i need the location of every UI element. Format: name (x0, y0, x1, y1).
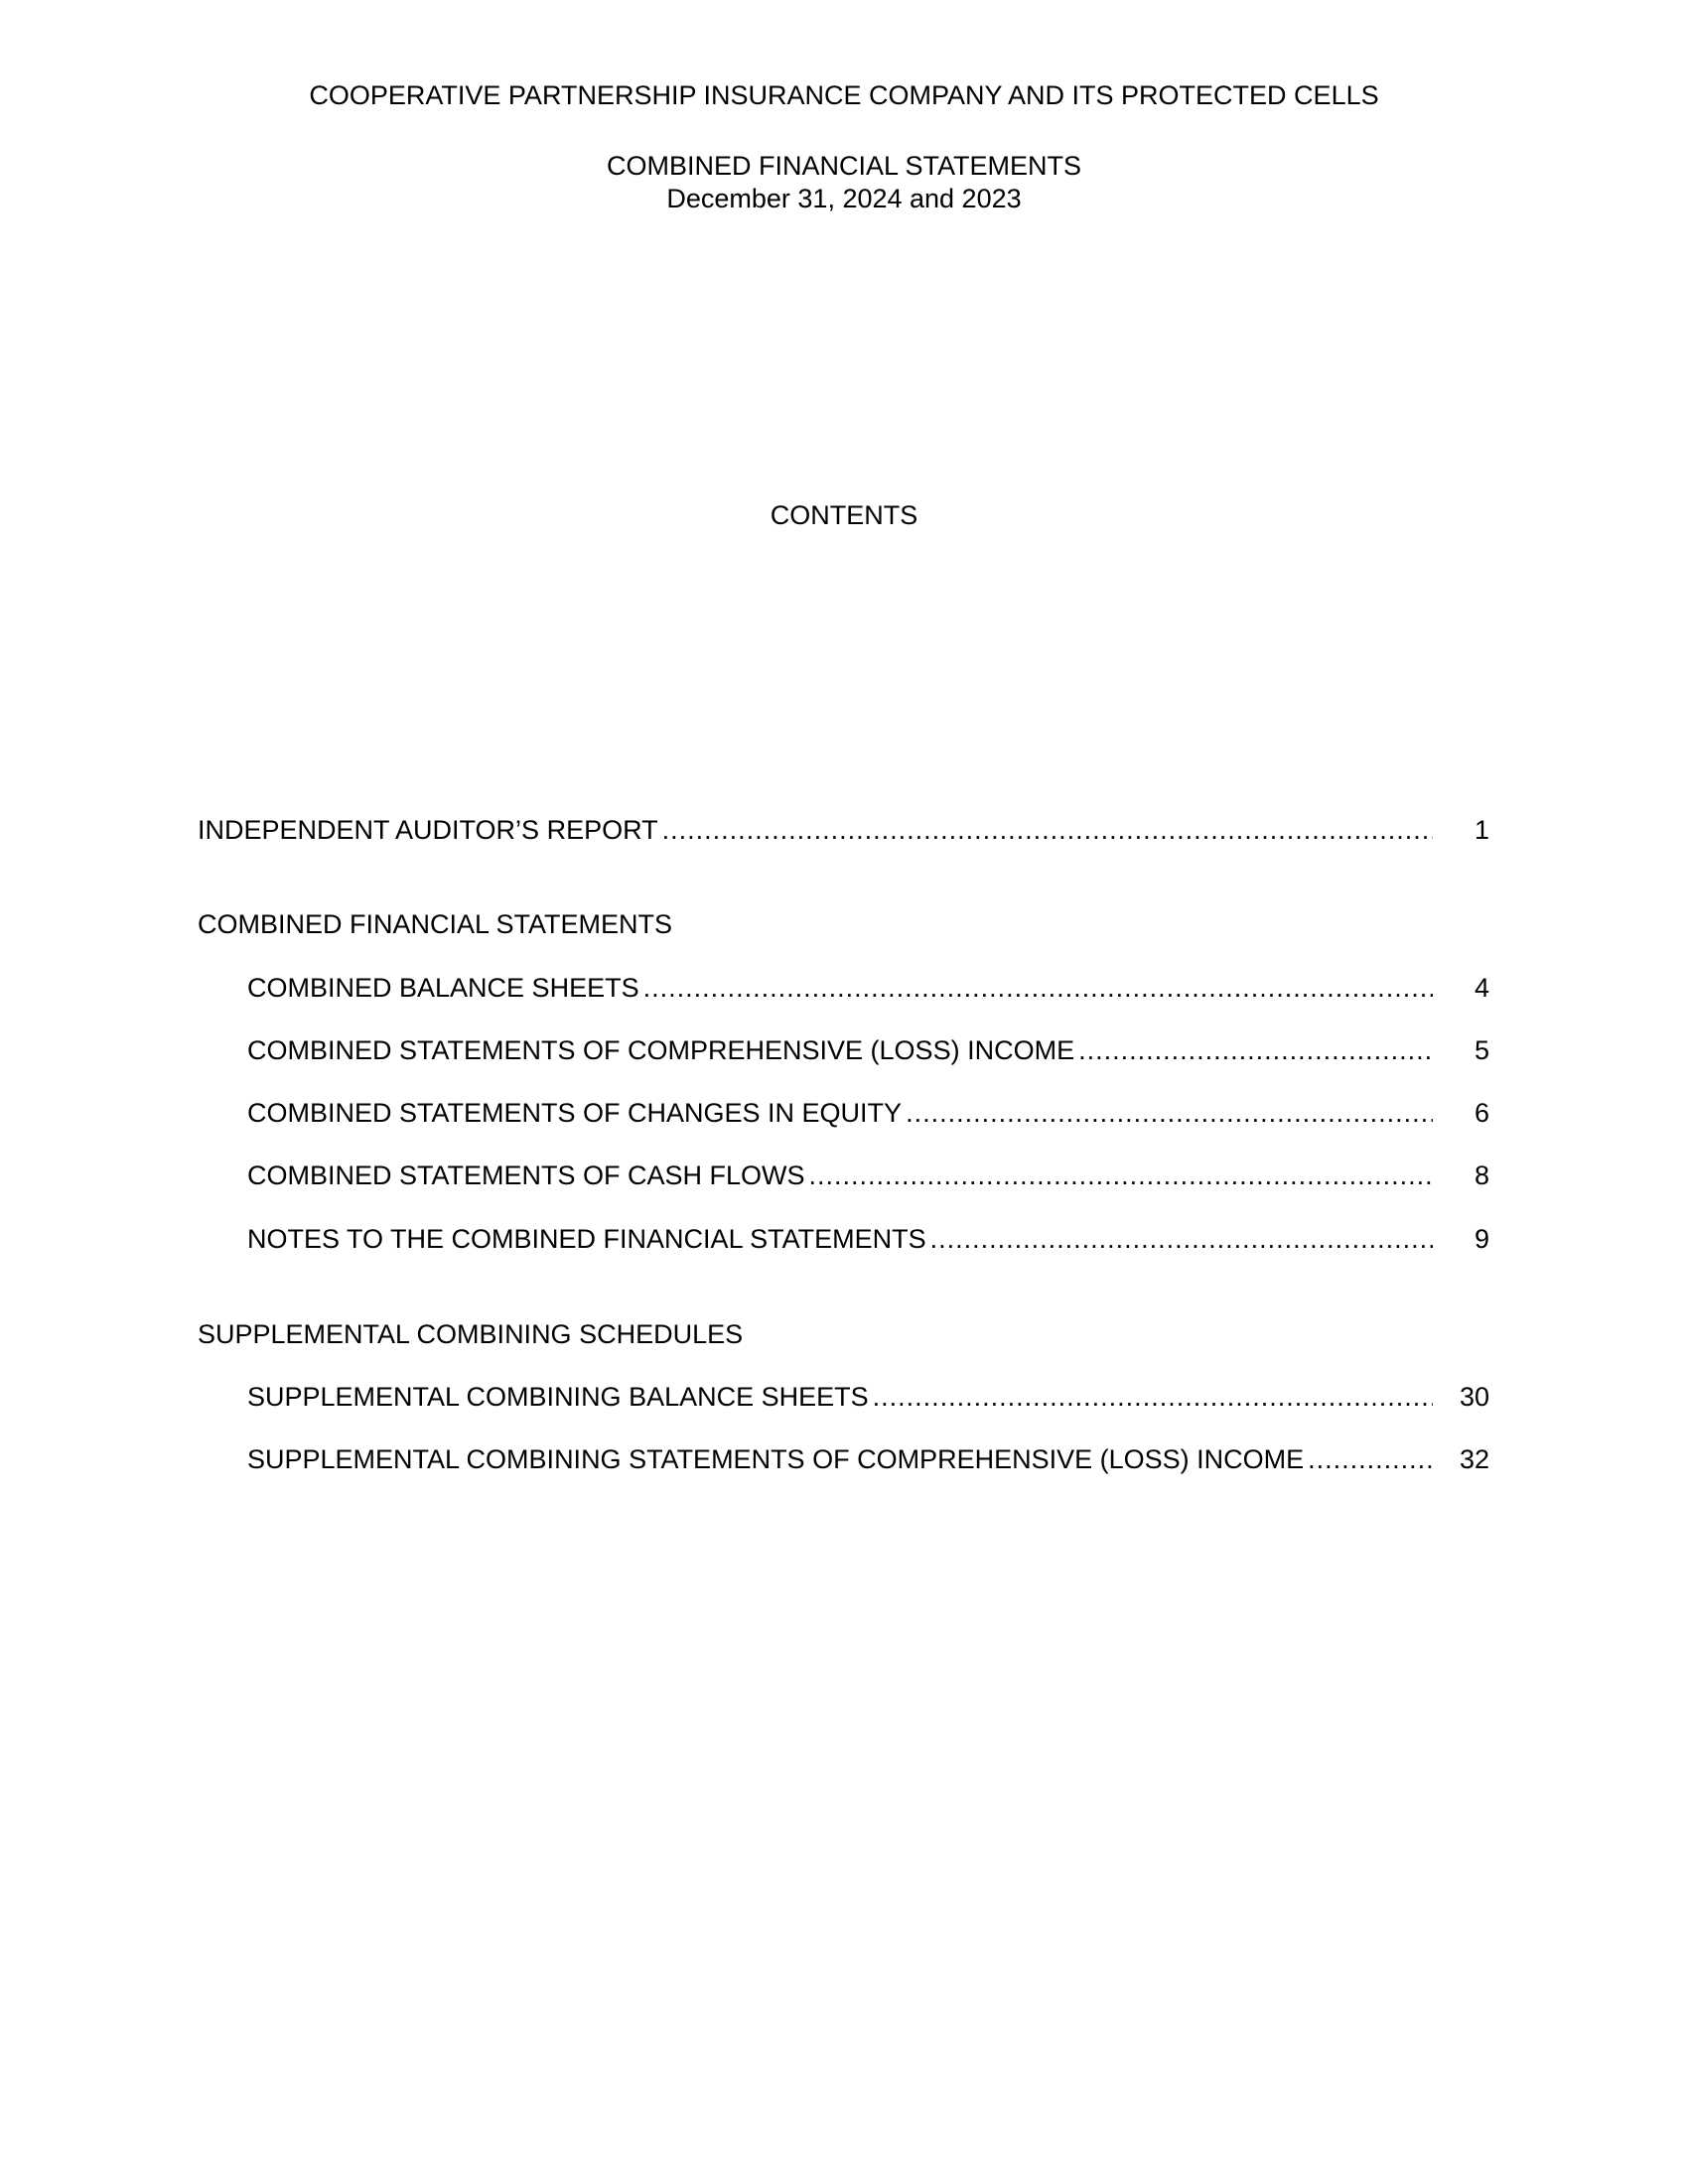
toc-page-number: 1 (1474, 815, 1489, 845)
dot-leader (809, 1159, 1433, 1192)
toc-page-number: 4 (1474, 973, 1489, 1003)
toc-page-number: 9 (1474, 1224, 1489, 1254)
dot-leader (1078, 1033, 1433, 1067)
dot-leader (930, 1222, 1433, 1256)
dot-leader (1308, 1442, 1433, 1476)
document-title: COMBINED FINANCIAL STATEMENTS (606, 151, 1082, 181)
toc-entry-title: COMBINED BALANCE SHEETS (247, 973, 639, 1003)
toc-entry-notes[interactable] (247, 1222, 1489, 1256)
toc-entry-supplemental-balance-sheets[interactable] (247, 1380, 1489, 1414)
dot-leader (662, 813, 1433, 847)
toc-entry-title: SUPPLEMENTAL COMBINING STATEMENTS OF COMPREHENSIVE (LOSS) INCOME (247, 1444, 1305, 1474)
toc-entry-title: INDEPENDENT AUDITOR’S REPORT (198, 815, 658, 845)
dot-leader (906, 1096, 1433, 1130)
toc-entry-title: NOTES TO THE COMBINED FINANCIAL STATEMENTS (247, 1224, 926, 1254)
section-heading-financial-statements: COMBINED FINANCIAL STATEMENTS (198, 909, 673, 939)
contents-heading: CONTENTS (770, 500, 918, 530)
toc-entry-cash-flows[interactable] (247, 1159, 1489, 1192)
toc-entry-title: COMBINED STATEMENTS OF CHANGES IN EQUITY (247, 1098, 903, 1128)
company-name: COOPERATIVE PARTNERSHIP INSURANCE COMPANY AND ITS PROTECTED CELLS (309, 80, 1379, 110)
toc-page-number: 8 (1474, 1160, 1489, 1190)
toc-entry-balance-sheets[interactable] (247, 971, 1489, 1005)
toc-entry-title: COMBINED STATEMENTS OF CASH FLOWS (247, 1160, 805, 1190)
toc-entry-supplemental-comprehensive-income[interactable] (247, 1442, 1489, 1476)
toc-entry-title: COMBINED STATEMENTS OF COMPREHENSIVE (LOSS) INCOME (247, 1035, 1075, 1065)
document-date: December 31, 2024 and 2023 (666, 184, 1022, 213)
toc-page-number: 6 (1474, 1098, 1489, 1128)
toc-page-number: 5 (1474, 1035, 1489, 1065)
toc-page-number: 32 (1459, 1444, 1489, 1474)
dot-leader (643, 971, 1433, 1005)
toc-entry-comprehensive-income[interactable] (247, 1033, 1489, 1067)
toc-page-number: 30 (1459, 1382, 1489, 1412)
toc-entry-auditor-report[interactable] (198, 813, 1489, 847)
toc-entry-title: SUPPLEMENTAL COMBINING BALANCE SHEETS (247, 1382, 869, 1412)
toc-entry-changes-in-equity[interactable] (247, 1096, 1489, 1130)
section-heading-supplemental: SUPPLEMENTAL COMBINING SCHEDULES (198, 1319, 744, 1349)
dot-leader (873, 1380, 1433, 1414)
